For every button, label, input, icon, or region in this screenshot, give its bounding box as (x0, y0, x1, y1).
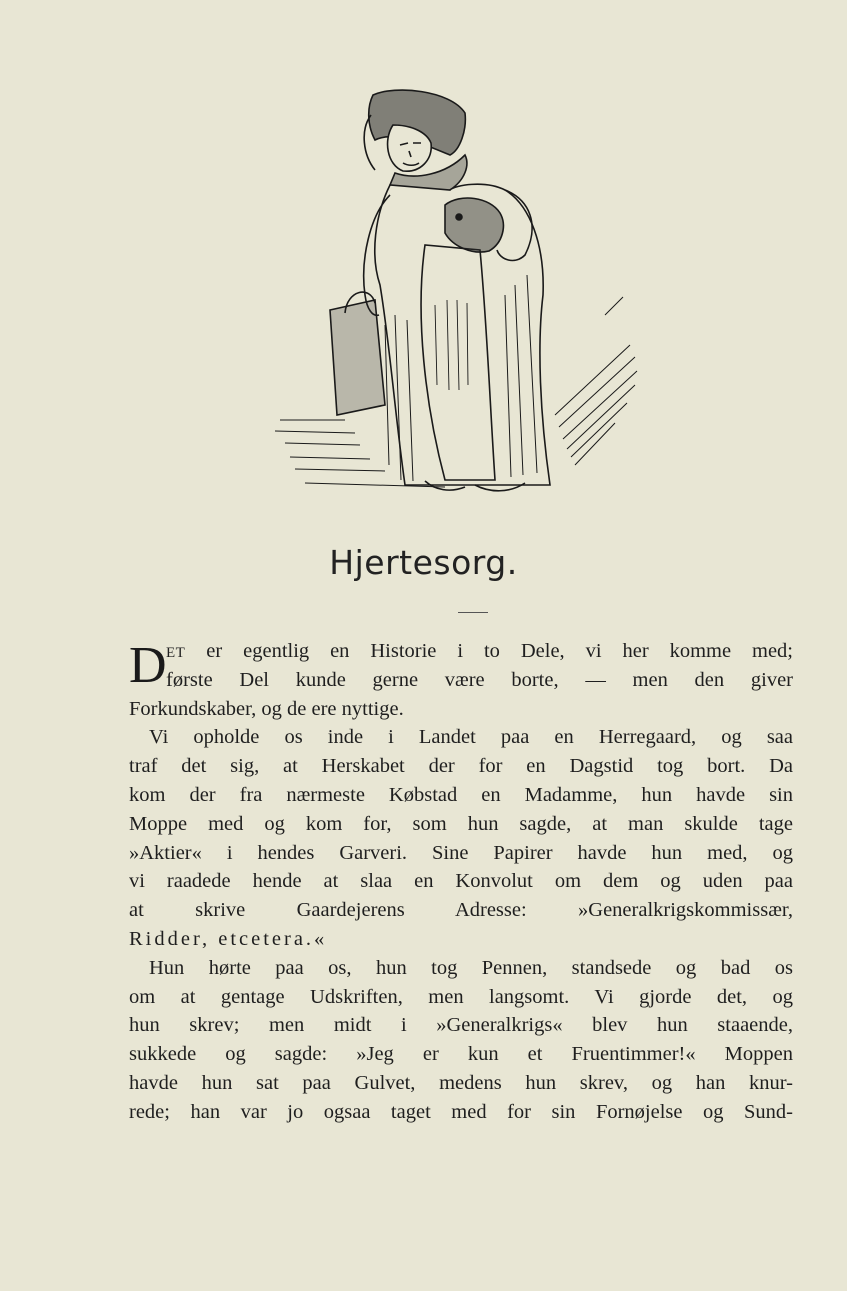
text-line: at skrive Gaardejerens Adresse: »Generalkrigskommissær, (129, 899, 793, 922)
text-line: Vi opholde os inde i Landet paa en Herregaard, og saa (149, 726, 793, 749)
text-line: vi raadede hende at slaa en Konvolut om dem og uden paa (129, 870, 793, 893)
text-line: hun skrev; men midt i »Generalkrigs« blev hun staaende, (129, 1014, 793, 1037)
text-line: havde hun sat paa Gulvet, medens hun skrev, og han knur- (129, 1071, 793, 1094)
woman-with-dog-illustration (275, 85, 645, 500)
text-line: »Aktier« i hendes Garveri. Sine Papirer havde hun med, og (129, 841, 793, 864)
title-divider (458, 612, 488, 613)
text-line: traf det sig, at Herskabet der for en Dagstid tog bort. Da (129, 755, 793, 778)
small-caps: ET (166, 645, 186, 661)
text-line: Ridder, etcetera.« (129, 927, 328, 950)
text-line: Moppe med og kom for, som hun sagde, at man skulde tage (129, 812, 793, 835)
chapter-title: Hjertesorg. (329, 543, 518, 582)
text-line: om at gentage Udskriften, men langsomt. Vi gjorde det, og (129, 985, 793, 1008)
drop-cap: D (129, 637, 167, 694)
text-line: sukkede og sagde: »Jeg er kun et Fruentimmer!« Moppen (129, 1043, 793, 1066)
text-line: Hun hørte paa os, hun tog Pennen, standsede og bad os (149, 956, 793, 979)
text-line: rede; han var jo ogsaa taget med for sin Fornøjelse og Sund- (129, 1100, 793, 1123)
text-line: Forkundskaber, og de ere nyttige. (129, 697, 404, 720)
body-text (129, 637, 793, 1127)
text-line: første Del kunde gerne være borte, — men den giver (166, 668, 793, 691)
text-line: ET er egentlig en Historie i to Dele, vi her komme med; (166, 640, 793, 662)
text-line: kom der fra nærmeste Købstad en Madamme, hun havde sin (129, 783, 793, 806)
